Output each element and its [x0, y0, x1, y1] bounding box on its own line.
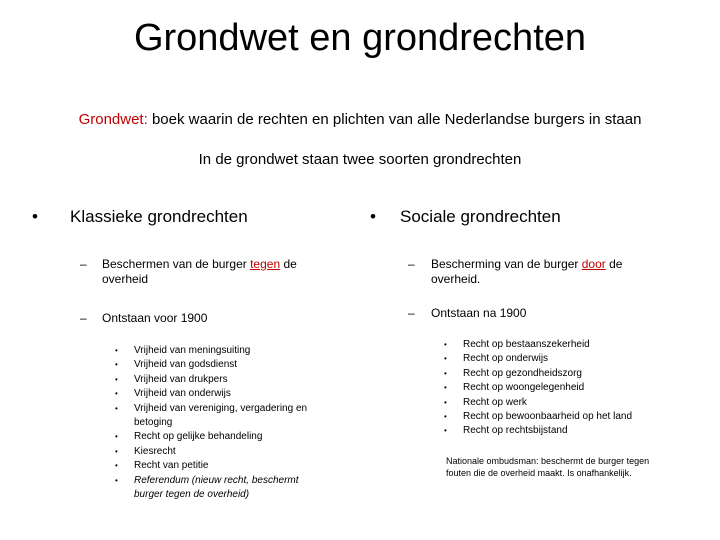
left-dash-2: –: [80, 311, 87, 325]
ombudsman-note: Nationale ombudsman: beschermt de burger tegen fouten die de overheid maakt. Is onafhankelijk.: [446, 456, 650, 478]
left-item-text: Recht op gelijke behandeling: [134, 431, 263, 443]
bullet-dot: •: [444, 412, 447, 422]
right-item: [444, 424, 664, 438]
right-item-text: Recht op bewoonbaarheid op het land: [463, 411, 633, 423]
left-item: [115, 459, 325, 473]
right-point-1: [431, 257, 661, 287]
right-item: [444, 367, 664, 381]
left-point-1: [102, 257, 332, 287]
left-point-1-after: de overheid: [102, 257, 297, 286]
left-item-text: Recht van petitie: [134, 460, 209, 472]
left-item-text: Vrijheid van godsdienst: [134, 359, 238, 371]
left-heading: Klassieke grondrechten: [70, 207, 248, 226]
bullet-dot: •: [115, 374, 118, 384]
subtitle: In de grondwet staan twee soorten grondrechten: [198, 151, 522, 168]
right-item: [444, 352, 664, 366]
right-point-1-highlight: door: [581, 257, 606, 271]
bullet-dot: •: [115, 346, 118, 355]
bullet-dot: •: [444, 340, 447, 349]
bullet-dot: •: [444, 426, 447, 436]
right-item-text: Recht op gezondheidszorg: [463, 367, 582, 379]
right-item-text: Recht op bestaanszekerheid: [463, 339, 590, 350]
bullet-dot: •: [444, 383, 447, 393]
left-point-1-before: Beschermen van de burger: [102, 257, 251, 271]
left-item: [115, 358, 325, 372]
left-point-1-highlight: tegen: [250, 257, 281, 271]
bullet-dot: •: [115, 475, 118, 485]
bullet-dot: •: [115, 403, 118, 413]
right-item: [444, 410, 664, 424]
right-item: [444, 396, 664, 410]
right-item-text: Recht op werk: [463, 396, 527, 408]
left-item-text: Referendum (nieuw recht, beschermt burger tegen de overheid): [134, 474, 299, 501]
left-item: [115, 373, 325, 387]
definition-text: boek waarin de rechten en plichten van alle Nederlandse burgers in staan: [147, 111, 642, 128]
right-item-text: Recht op onderwijs: [463, 353, 549, 365]
left-item-text: Vrijheid van drukpers: [134, 373, 228, 385]
right-bullet: •: [370, 207, 376, 226]
bullet-dot: •: [115, 389, 118, 399]
right-item-text: Recht op rechtsbijstand: [463, 425, 568, 437]
right-point-1-after: de overheid.: [431, 257, 623, 286]
right-item-text: Recht op woongelegenheid: [463, 382, 585, 394]
left-rights-list: [115, 344, 325, 502]
bullet-dot: •: [115, 461, 118, 471]
left-item-text: Vrijheid van vereniging, vergadering en betoging: [134, 402, 308, 429]
bullet-dot: •: [115, 360, 118, 370]
bullet-dot: •: [444, 397, 447, 407]
right-point-1-before: Bescherming van de burger: [431, 257, 582, 271]
left-item-text: Kiesrecht: [134, 445, 176, 457]
bullet-dot: •: [444, 368, 447, 378]
right-item: [444, 338, 664, 352]
left-bullet: •: [32, 207, 38, 226]
right-rights-list: [444, 338, 664, 439]
definition-term: Grondwet: [78, 111, 144, 128]
bullet-dot: •: [115, 432, 118, 442]
bullet-dot: •: [444, 354, 447, 364]
right-heading: Sociale grondrechten: [400, 207, 561, 226]
right-dash-1: –: [408, 257, 415, 271]
left-item-text: Vrijheid van onderwijs: [134, 388, 231, 400]
left-item: [115, 344, 325, 358]
left-dash-1: –: [80, 257, 87, 271]
right-point-2: Ontstaan na 1900: [431, 306, 527, 320]
left-item: [115, 430, 325, 444]
definition-colon: :: [143, 111, 148, 128]
left-item: [115, 402, 325, 431]
bullet-dot: •: [115, 446, 118, 456]
right-item: [444, 381, 664, 395]
grondwet-definition: [0, 110, 720, 130]
left-item: [115, 474, 325, 503]
left-item: [115, 445, 325, 459]
right-dash-2: –: [408, 306, 415, 320]
left-point-2: Ontstaan voor 1900: [102, 311, 208, 325]
left-item: [115, 387, 325, 401]
left-item-text: Vrijheid van meningsuiting: [134, 345, 251, 356]
page-title: Grondwet en grondrechten: [133, 17, 587, 59]
